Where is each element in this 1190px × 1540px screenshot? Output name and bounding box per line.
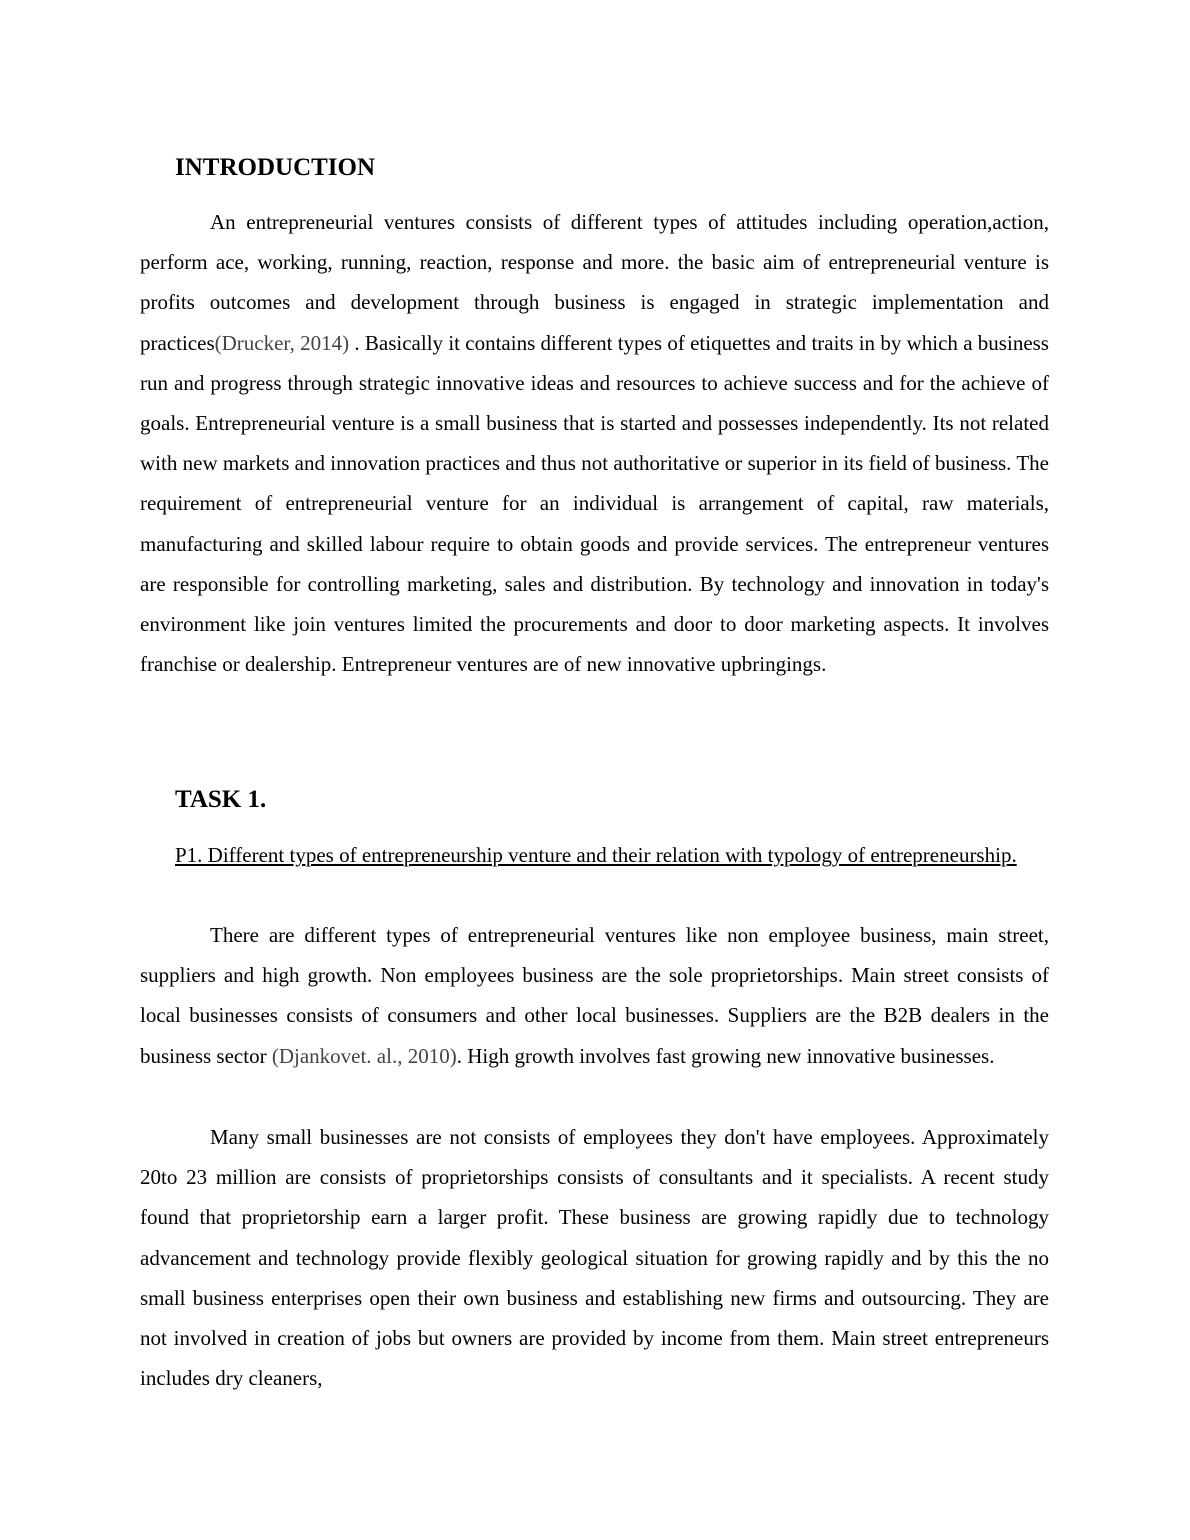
venture-types-text-part-2: . High growth involves fast growing new innovative businesses. <box>456 1043 995 1068</box>
introduction-heading: INTRODUCTION <box>175 154 376 181</box>
citation-drucker: (Drucker, 2014) <box>214 330 350 355</box>
venture-types-text-part-1: There are different types of entrepreneurial ventures like non employee business, main street, suppliers and high growth. Non employees business are the sole proprietorships. Main street consists of local businesses consists of consumers and other local businesses. Suppliers are the B2B dealers in the business sector <box>140 923 1049 1068</box>
p1-subheading: P1. Different types of entrepreneurship venture and their relation with typology of entrepreneurship. <box>175 843 1017 867</box>
introduction-paragraph <box>140 202 1049 684</box>
task-1-heading: TASK 1. <box>175 786 267 813</box>
introduction-text-part-2: . Basically it contains different types of etiquettes and traits in by which a business run and progress through strategic innovative ideas and resources to achieve success and for the achieve of goals. Entrepreneurial venture is a small business that is started and possesses independently. Its not related with new markets and innovation practices and thus not authoritative or superior in its field of business. The requirement of entrepreneurial venture for an individual is arrangement of capital, raw materials, manufacturing and skilled labour require to obtain goods and provide services. The entrepreneur ventures are responsible for controlling marketing, sales and distribution. By technology and innovation in today's environment like join ventures limited the procurements and door to door marketing aspects. It involves franchise or dealership. Entrepreneur ventures are of new innovative upbringings. <box>140 330 1049 677</box>
venture-types-paragraph <box>140 915 1049 1076</box>
citation-djankov: (Djankovet. al., 2010) <box>271 1043 457 1068</box>
small-businesses-paragraph: Many small businesses are not consists of employees they don't have employees. Approximately 20to 23 million are consists of proprietorships consists of consultants and it specialists. A recent study found that proprietorship earn a larger profit. These business are growing rapidly due to technology advancement and technology provide flexibly geological situation for growing rapidly and by this the no small business enterprises open their own business and establishing new firms and outsourcing. They are not involved in creation of jobs but owners are provided by income from them. Main street entrepreneurs includes dry cleaners, <box>140 1125 1049 1391</box>
introduction-text-part-1: An entrepreneurial ventures consists of different types of attitudes including operation,action, perform ace, working, running, reaction, response and more. the basic aim of entrepreneurial venture is profits outcomes and development through business is engaged in strategic implementation and practices <box>140 210 1049 355</box>
